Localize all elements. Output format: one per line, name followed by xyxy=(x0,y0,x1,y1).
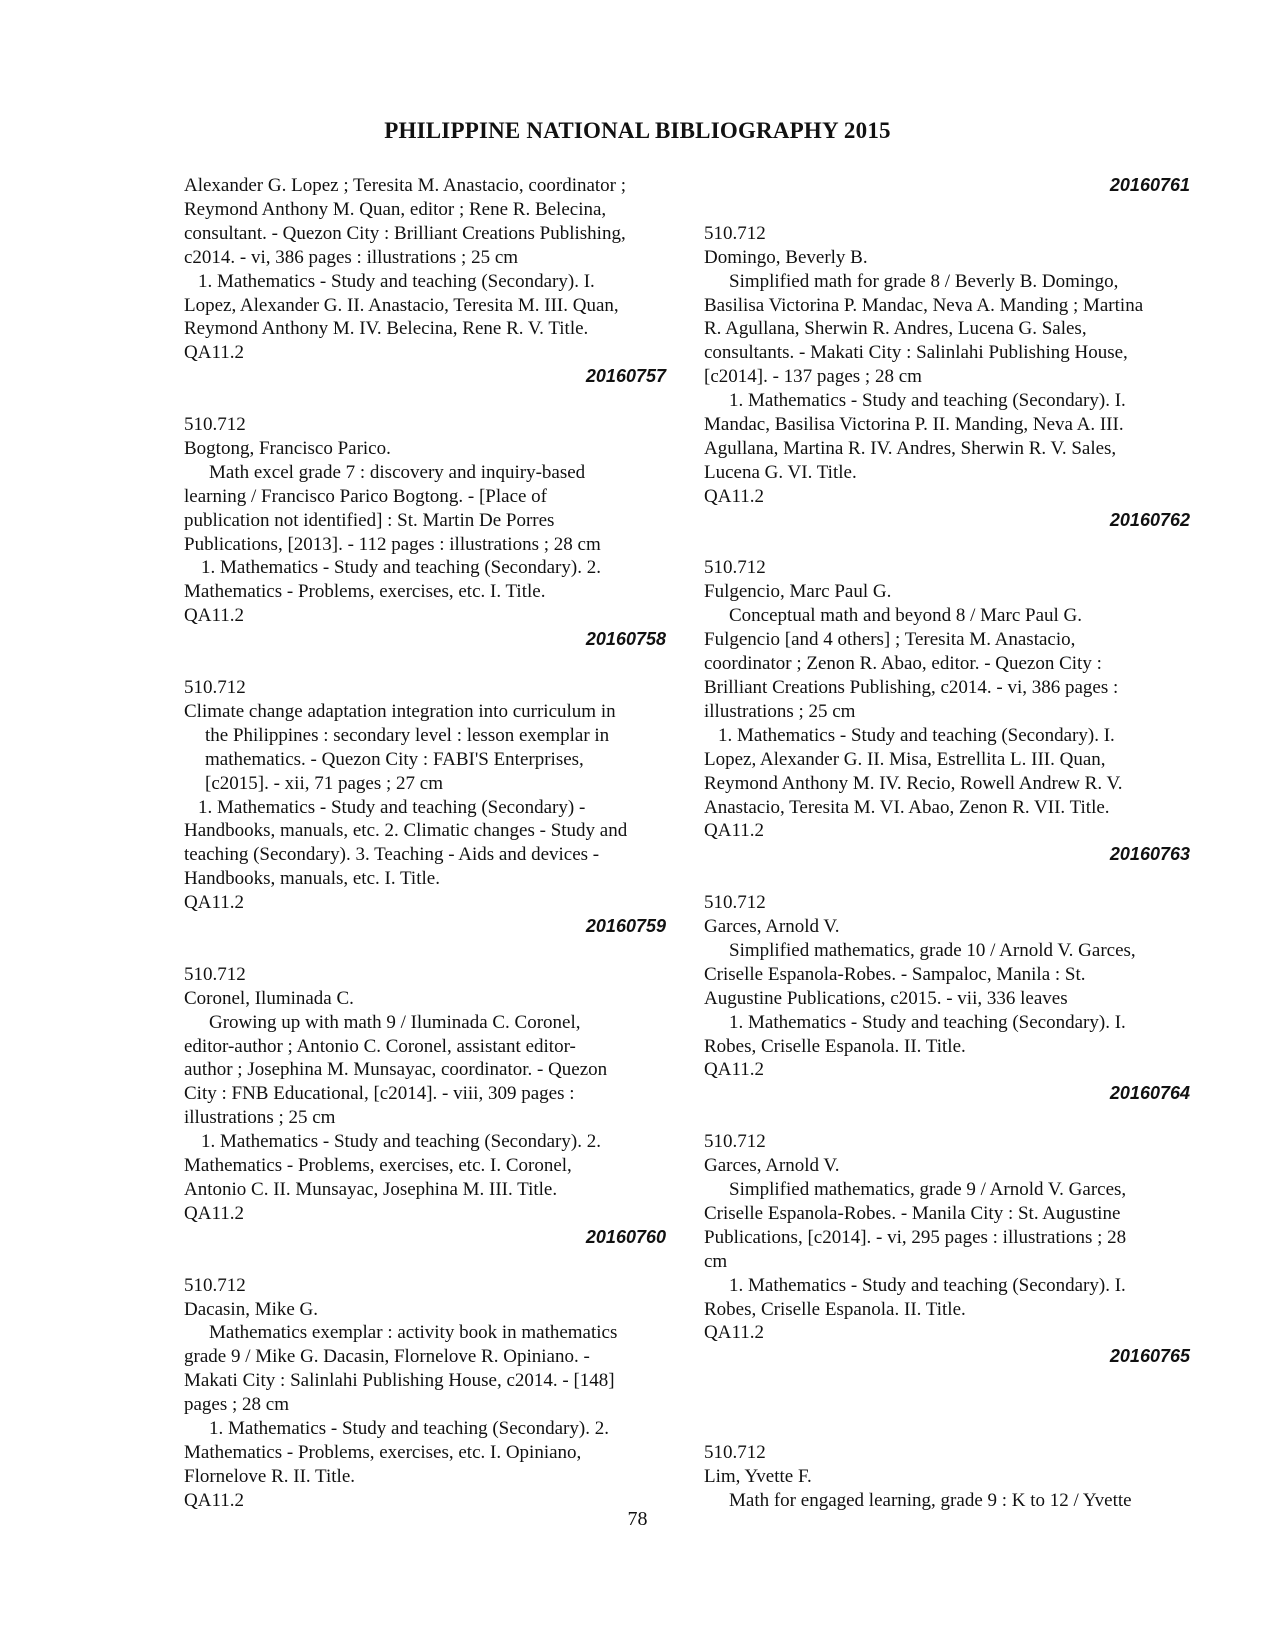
subject-text: Reymond Anthony M. IV. Belecina, Rene R. V. Title. xyxy=(184,318,589,340)
entry-title: Climate change adaptation integration into curriculum in xyxy=(184,700,616,722)
subject-text: 1. Mathematics - Study and teaching (Secondary). I. xyxy=(729,1011,1126,1033)
call-number: QA11.2 xyxy=(704,485,764,507)
subject-text: teaching (Secondary). 3. Teaching - Aids and devices - xyxy=(184,844,600,866)
entry-text: Makati City : Salinlahi Publishing House, c2014. - [148] xyxy=(184,1370,615,1392)
entry-author: Coronel, Iluminada C. xyxy=(184,987,354,1009)
entry-author: Domingo, Beverly B. xyxy=(704,246,868,268)
entry-text: consultants. - Makati City : Salinlahi Publishing House, xyxy=(704,342,1128,364)
subject-text: 1. Mathematics - Study and teaching (Secondary). 2. xyxy=(201,1131,601,1153)
call-number: QA11.2 xyxy=(184,892,244,914)
classification-number: 510.712 xyxy=(704,222,766,244)
bib-entry xyxy=(184,1274,672,1513)
entry-title: Math for engaged learning, grade 9 : K to 12 / Yvette xyxy=(729,1489,1132,1511)
entry-title: Growing up with math 9 / Iluminada C. Coronel, xyxy=(209,1011,581,1033)
bib-entry xyxy=(184,676,672,939)
bib-entry xyxy=(704,556,1196,867)
subject-text: Robes, Criselle Espanola. II. Title. xyxy=(704,1035,966,1057)
entry-text: c2014. - vi, 386 pages : illustrations ; 25 cm xyxy=(184,246,519,268)
subject-text: Handbooks, manuals, etc. 2. Climatic changes - Study and xyxy=(184,820,628,842)
entry-text: publication not identified] : St. Martin De Porres xyxy=(184,509,555,531)
subject-text: Flornelove R. II. Title. xyxy=(184,1465,356,1487)
entry-text: coordinator ; Zenon R. Abao, editor. - Quezon City : xyxy=(704,653,1102,675)
classification-number: 510.712 xyxy=(184,1274,246,1296)
entry-title: Simplified mathematics, grade 9 / Arnold V. Garces, xyxy=(729,1179,1127,1200)
subject-text: Anastacio, Teresita M. VI. Abao, Zenon R. VII. Title. xyxy=(704,796,1110,818)
page-number: 78 xyxy=(627,1508,648,1530)
control-number: 20160758 xyxy=(585,629,666,650)
subject-text: Agullana, Martina R. IV. Andres, Sherwin R. V. Sales, xyxy=(704,437,1117,459)
subject-text: Antonio C. II. Munsayac, Josephina M. III. Title. xyxy=(184,1179,558,1201)
entry-text: cm xyxy=(704,1250,728,1272)
entry-author: Garces, Arnold V. xyxy=(704,1155,840,1177)
entry-author: Bogtong, Francisco Parico. xyxy=(184,437,391,459)
call-number: QA11.2 xyxy=(184,1202,244,1224)
entry-text: grade 9 / Mike G. Dacasin, Flornelove R. Opiniano. - xyxy=(184,1346,590,1368)
entry-text: consultant. - Quezon City : Brilliant Creations Publishing, xyxy=(184,222,626,244)
classification-number: 510.712 xyxy=(184,677,246,698)
entry-text: Criselle Espanola-Robes. - Sampaloc, Manila : St. xyxy=(704,963,1086,985)
entry-text: Publications, [2013]. - 112 pages : illustrations ; 28 cm xyxy=(184,533,601,555)
control-number: 20160759 xyxy=(585,916,666,937)
call-number: QA11.2 xyxy=(184,605,244,627)
entry-author: Fulgencio, Marc Paul G. xyxy=(704,581,892,603)
subject-text: Mathematics - Problems, exercises, etc. I. Opiniano, xyxy=(184,1441,582,1463)
classification-number: 510.712 xyxy=(704,1441,766,1463)
entry-text: the Philippines : secondary level : lesson exemplar in xyxy=(205,724,610,746)
entry-title: Conceptual math and beyond 8 / Marc Paul G. xyxy=(729,605,1083,627)
bib-entry xyxy=(184,413,672,652)
entry-author: Lim, Yvette F. xyxy=(704,1465,812,1487)
entry-text: Publications, [c2014]. - vi, 295 pages : illustrations ; 28 xyxy=(704,1226,1127,1248)
classification-number: 510.712 xyxy=(704,892,766,914)
entry-title: Simplified mathematics, grade 10 / Arnold V. Garces, xyxy=(729,939,1136,961)
subject-text: Lopez, Alexander G. II. Anastacio, Teresita M. III. Quan, xyxy=(184,294,619,316)
entry-title: Mathematics exemplar : activity book in mathematics xyxy=(209,1322,618,1344)
entry-text: Fulgencio [and 4 others] ; Teresita M. Anastacio, xyxy=(704,629,1076,651)
entry-author: Garces, Arnold V. xyxy=(704,916,840,938)
subject-text: Mathematics - Problems, exercises, etc. I. Title. xyxy=(184,581,546,603)
subject-text: Mandac, Basilisa Victorina P. II. Manding, Neva A. III. xyxy=(704,414,1124,436)
subject-text: Robes, Criselle Espanola. II. Title. xyxy=(704,1298,966,1320)
bib-entry xyxy=(184,963,672,1250)
entry-text: learning / Francisco Parico Bogtong. - [Place of xyxy=(184,485,548,507)
subject-text: 1. Mathematics - Study and teaching (Secondary) - xyxy=(198,796,586,818)
classification-number: 510.712 xyxy=(184,963,246,985)
classification-number: 510.712 xyxy=(704,557,766,579)
subject-text: Lucena G. VI. Title. xyxy=(704,461,857,483)
entry-text: City : FNB Educational, [c2014]. - viii, 309 pages : xyxy=(184,1083,575,1105)
entry-text: Criselle Espanola-Robes. - Manila City : St. Augustine xyxy=(704,1202,1121,1224)
control-number: 20160765 xyxy=(1109,1346,1190,1367)
control-number: 20160761 xyxy=(1109,175,1190,195)
call-number: QA11.2 xyxy=(704,1322,764,1344)
subject-text: Mathematics - Problems, exercises, etc. I. Coronel, xyxy=(184,1155,572,1177)
page-title: PHILIPPINE NATIONAL BIBLIOGRAPHY 2015 xyxy=(384,118,891,143)
entry-text: R. Agullana, Sherwin R. Andres, Lucena G. Sales, xyxy=(704,318,1087,340)
entry-title: Math excel grade 7 : discovery and inquiry-based xyxy=(209,461,586,483)
bib-entry xyxy=(184,174,672,389)
right-column xyxy=(704,174,1196,1513)
control-number: 20160762 xyxy=(1109,509,1190,530)
subject-text: Reymond Anthony M. IV. Recio, Rowell Andrew R. V. xyxy=(704,772,1123,794)
control-number: 20160763 xyxy=(1109,844,1190,865)
entry-text: pages ; 28 cm xyxy=(184,1394,290,1416)
entry-text: author ; Josephina M. Munsayac, coordinator. - Quezon xyxy=(184,1059,608,1081)
entry-text: [c2015]. - xii, 71 pages ; 27 cm xyxy=(205,772,443,794)
call-number: QA11.2 xyxy=(704,820,764,842)
subject-text: 1. Mathematics - Study and teaching (Secondary). I. xyxy=(718,724,1115,746)
entry-text: Reymond Anthony M. Quan, editor ; Rene R. Belecina, xyxy=(184,198,607,220)
entry-title: Simplified math for grade 8 / Beverly B. Domingo, xyxy=(729,270,1119,292)
subject-text: 1. Mathematics - Study and teaching (Secondary). I. xyxy=(729,1274,1126,1296)
entry-author: Dacasin, Mike G. xyxy=(184,1298,319,1320)
call-number: QA11.2 xyxy=(184,1489,244,1511)
entry-text: Brilliant Creations Publishing, c2014. - vi, 386 pages : xyxy=(704,677,1119,698)
subject-text: 1. Mathematics - Study and teaching (Secondary). 2. xyxy=(201,557,601,579)
classification-number: 510.712 xyxy=(704,1131,766,1153)
subject-text: Lopez, Alexander G. II. Misa, Estrellita L. III. Quan, xyxy=(704,748,1106,770)
bib-entry xyxy=(704,891,1196,1106)
entry-text: Basilisa Victorina P. Mandac, Neva A. Manding ; Martina xyxy=(704,294,1144,316)
entry-text: Alexander G. Lopez ; Teresita M. Anastacio, coordinator ; xyxy=(184,175,627,196)
call-number: QA11.2 xyxy=(184,342,244,364)
bib-entry xyxy=(704,222,1196,533)
classification-number: 510.712 xyxy=(184,414,246,436)
left-column xyxy=(184,174,672,1513)
control-number: 20160757 xyxy=(585,366,666,387)
entry-text: Augustine Publications, c2015. - vii, 336 leaves xyxy=(704,987,1068,1009)
subject-text: 1. Mathematics - Study and teaching (Secondary). I. xyxy=(198,270,595,292)
subject-text: Handbooks, manuals, etc. I. Title. xyxy=(184,868,440,890)
entry-text: mathematics. - Quezon City : FABI'S Enterprises, xyxy=(205,748,584,770)
control-number: 20160764 xyxy=(1109,1083,1190,1104)
entry-text: illustrations ; 25 cm xyxy=(704,700,856,722)
bib-entry xyxy=(704,1441,1196,1513)
bib-entry xyxy=(704,1130,1196,1369)
entry-text: [c2014]. - 137 pages ; 28 cm xyxy=(704,366,922,388)
entry-text: editor-author ; Antonio C. Coronel, assistant editor- xyxy=(184,1035,576,1057)
control-number: 20160760 xyxy=(585,1226,666,1247)
entry-text: illustrations ; 25 cm xyxy=(184,1107,336,1129)
subject-text: 1. Mathematics - Study and teaching (Secondary). I. xyxy=(729,390,1126,412)
call-number: QA11.2 xyxy=(704,1059,764,1081)
subject-text: 1. Mathematics - Study and teaching (Secondary). 2. xyxy=(209,1418,609,1440)
